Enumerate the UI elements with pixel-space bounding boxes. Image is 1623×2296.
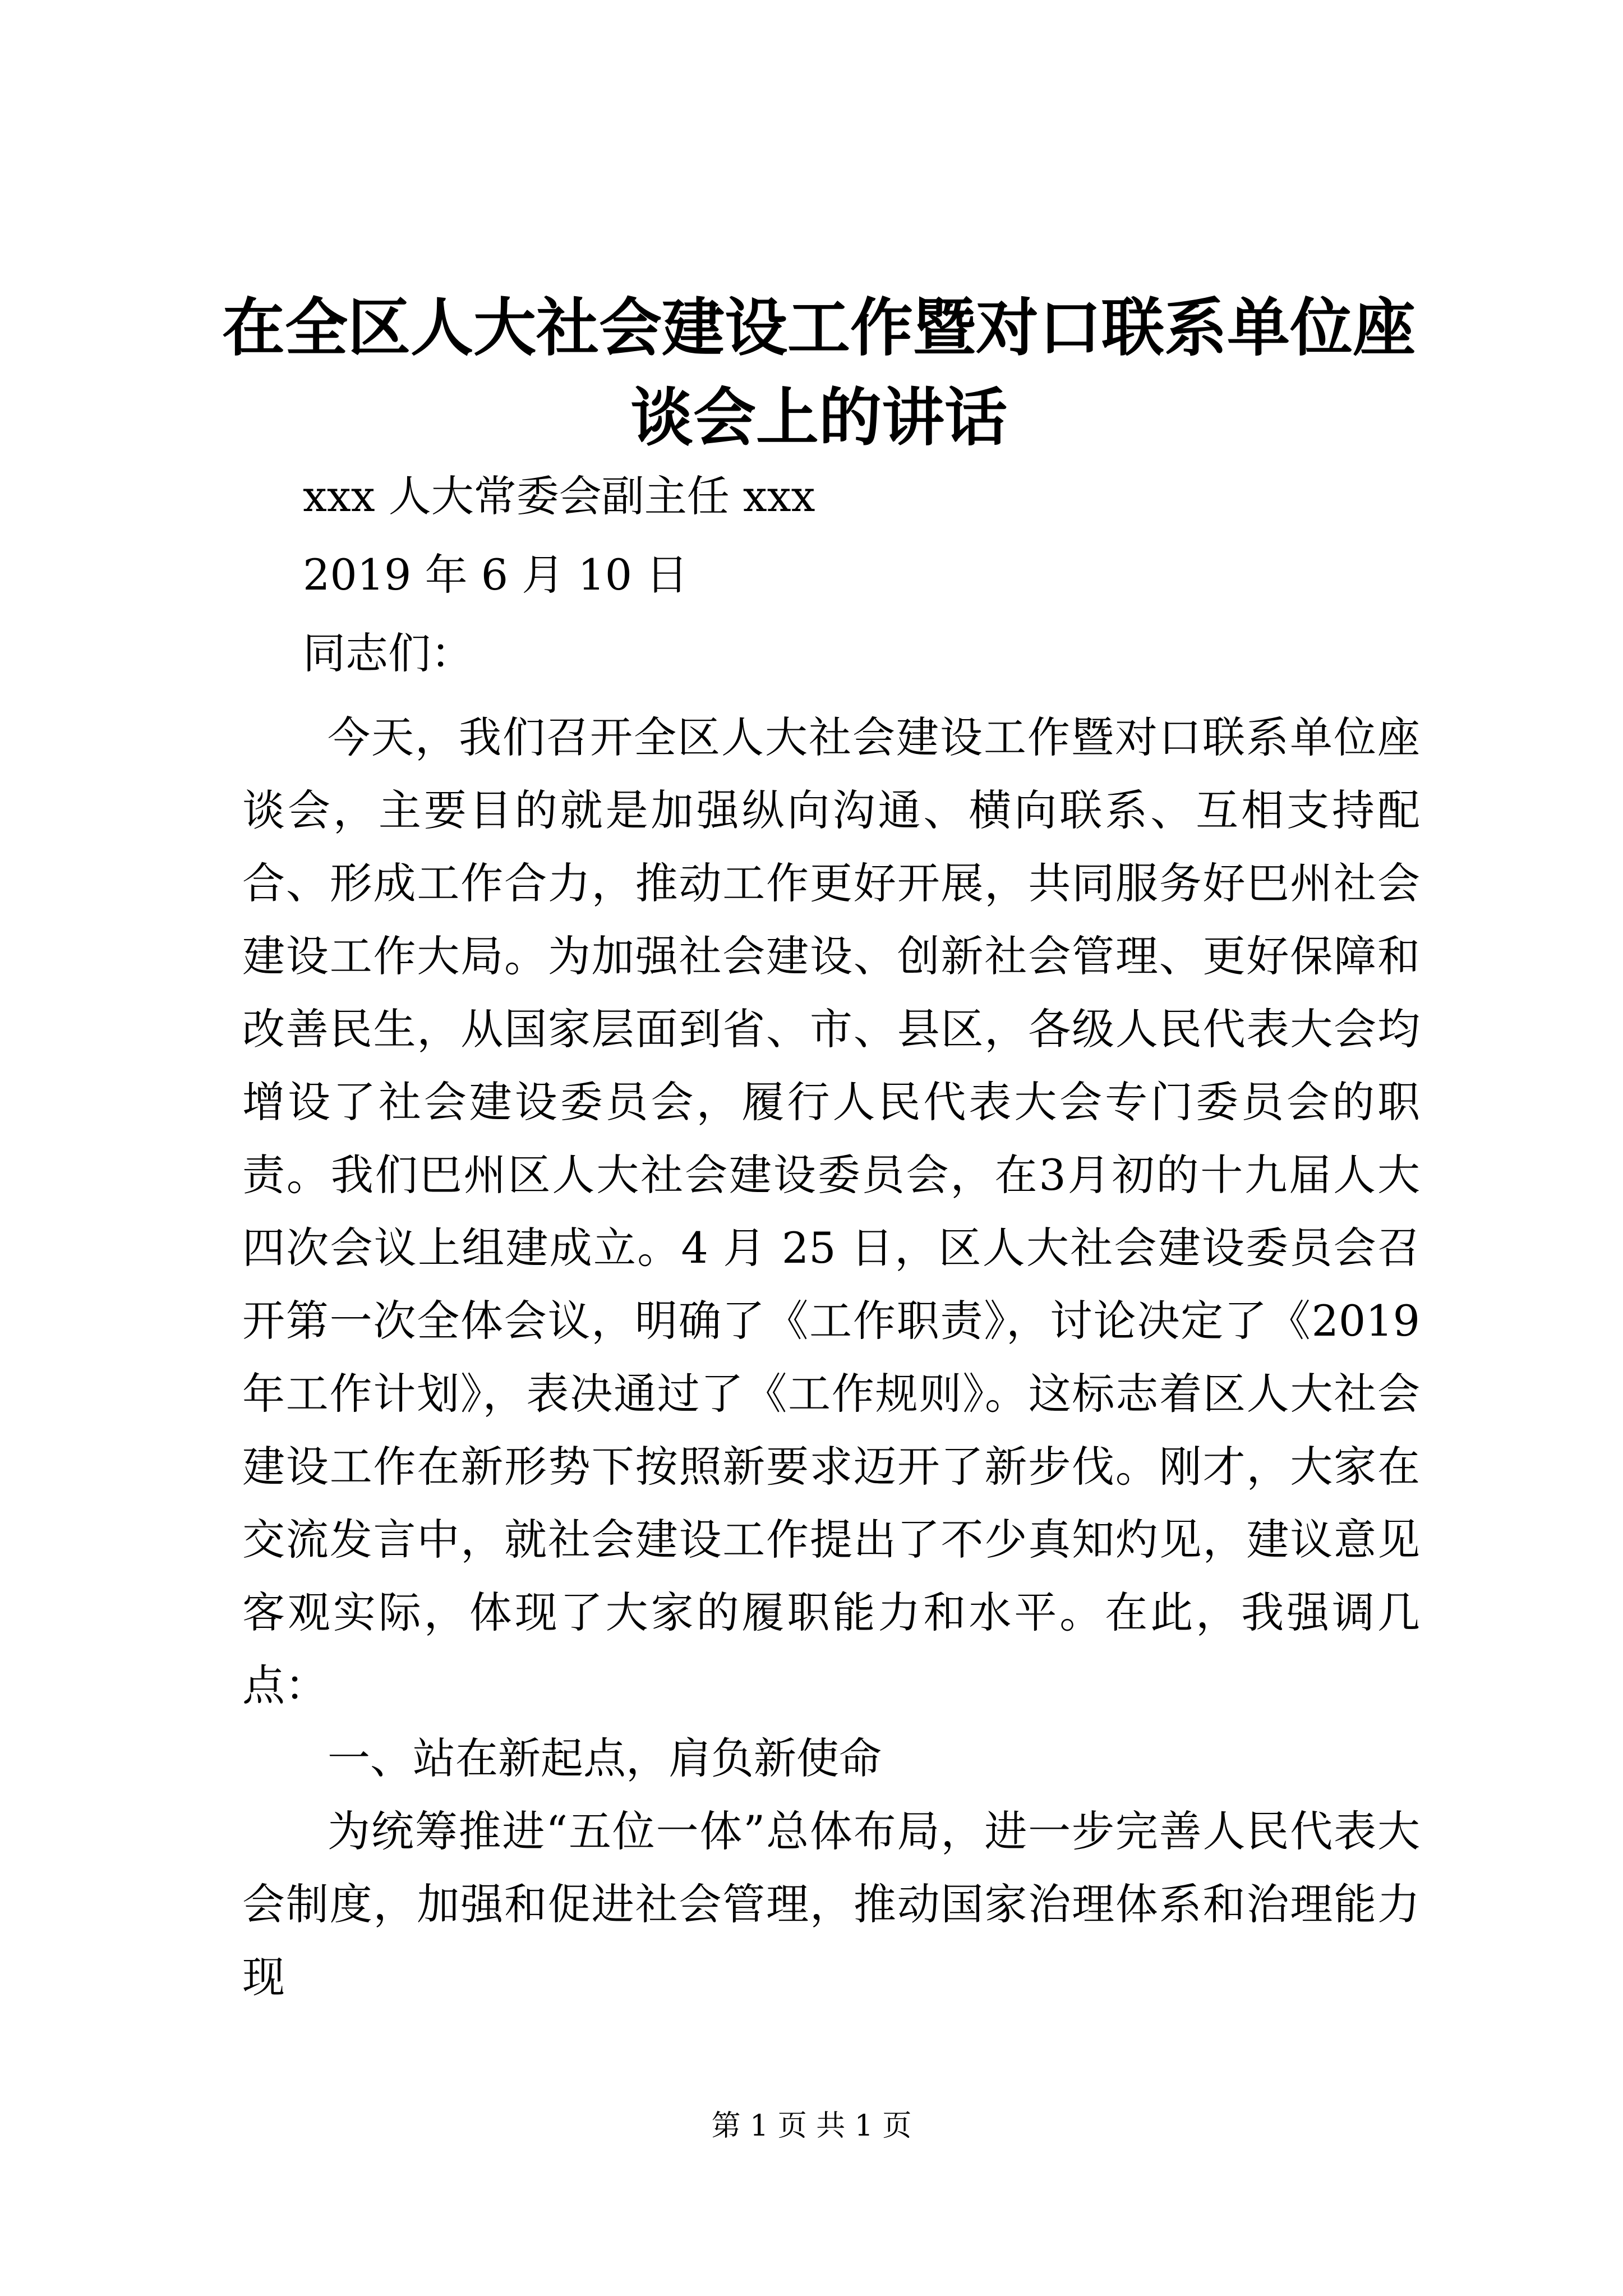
page-footer: 第 1 页 共 1 页 xyxy=(711,2109,912,2143)
date-line: 2019 年 6 月 10 日 xyxy=(303,550,689,600)
document-title: 在全区人大社会建设工作暨对口联系单位座谈会上的讲话 xyxy=(222,291,1415,454)
body-paragraph: 为统筹推进“五位一体”总体布局，进一步完善人民代表大会制度，加强和促进社会管理，推动国家治理体系和治理能力现 xyxy=(242,1806,1420,2002)
section-heading: 一、站在新起点，肩负新使命 xyxy=(328,1733,882,1783)
speaker-line: xxx 人大常委会副主任 xxx xyxy=(303,471,815,521)
greeting-line: 同志们： xyxy=(303,628,473,678)
document-body xyxy=(242,701,1420,2014)
body-paragraph: 今天，我们召开全区人大社会建设工作暨对口联系单位座谈会，主要目的就是加强纵向沟通、横向联系、互相支持配合、形成工作合力，推动工作更好开展，共同服务好巴州社会建设工作大局。为加强社会建设、创新社会管理、更好保障和改善民生，从国家层面到省、市、县区，各级人民代表大会均增设了社会建设委员会，履行人民代表大会专门委员会的职责。我们巴州区人大社会建设委员会，在3月初的十九届人大四次会议上组建成立。4 月 25 日，区人大社会建设委员会召开第一次全体会议，明确了《工作职责》，讨论决定了《2019 年工作计划》，表决通过了《工作规则》。这标志着区人大社会建设工作在新形势下按照新要求迈开了新步伐。刚才，大家在交流发言中，就社会建设工作提出了不少真知灼见，建议意见客观实际，体现了大家的履职能力和水平。在此，我强调几点： xyxy=(242,712,1420,1710)
